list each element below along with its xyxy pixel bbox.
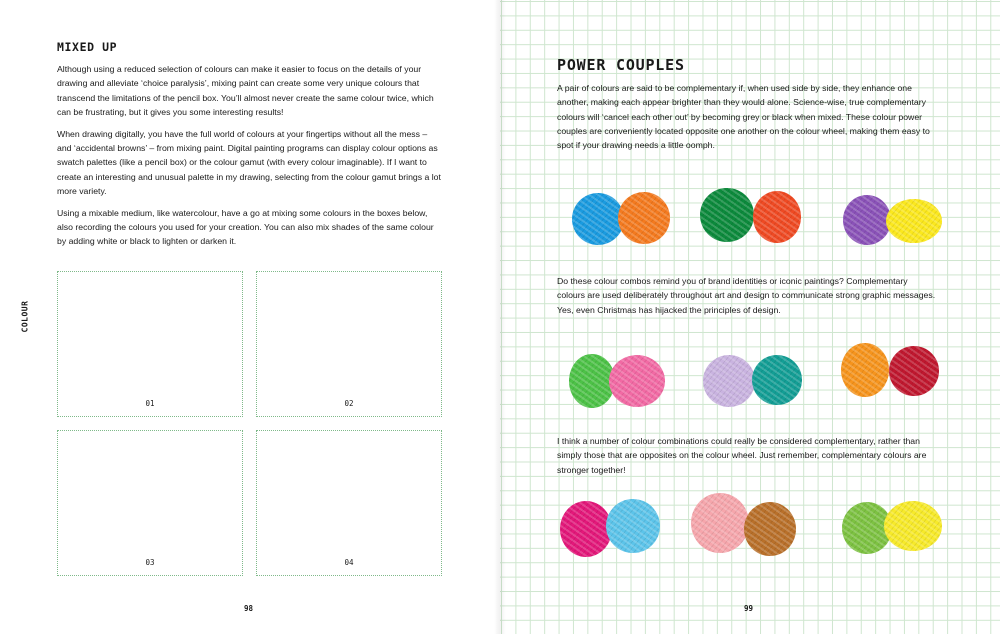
mixing-box-02 [256,271,442,417]
crayon-swatch-purple [843,195,891,245]
box-number: 02 [344,399,354,408]
crayon-swatch-yellow [886,199,942,243]
crayon-swatch-sky-blue [606,499,660,553]
box-number: 03 [145,558,155,567]
left-paragraph-1: Although using a reduced selection of colours can make it easier to focus on the details of your drawing and alleviate ‘choice paralysis’, mixing paint can create some very unique colours that transcend the limitations of the pencil box. You’ll almost never create the same colour twice, which can be frustrating, but it gives you some interesting results! [57,64,434,117]
box-number: 04 [344,558,354,567]
left-paragraph-2: When drawing digitally, you have the full world of colours at your fingertips without all the mess – and ‘accidental browns’ – from mixing paint. Digital painting programs can display colour options as swatch palettes (like a pencil box) or the colour gamut (with every colour imaginable). If I want to create an interesting and unusual palette in my drawing, selecting from the colour gamut brings a lot more variety. [57,128,441,196]
crayon-swatch-crimson [889,346,939,396]
crayon-swatch-lilac [703,355,755,407]
box-number: 01 [145,399,155,408]
right-paragraph-1: A pair of colours are said to be complementary if, when used side by side, they enhance one another, making each appear brighter than they would alone. Science-wise, true complementary colours will ‘cancel each other out’ by becoming grey or black when mixed. These colour power couples are conveniently located opposite one another on the colour wheel, making them easy to spot if your drawing needs a little oomph. [557,83,930,151]
crayon-swatch-brown [744,502,796,556]
left-body-text [57,62,442,256]
crayon-swatch-orange [841,343,889,397]
crayon-swatch-blue [572,193,624,245]
crayon-swatch-red [753,191,801,243]
section-title-power-couples: POWER COUPLES [557,56,685,74]
mixing-box-01 [57,271,243,417]
mixing-box-03 [57,430,243,576]
page-number-left: 98 [244,604,254,613]
side-tab-label: COLOUR [20,300,30,333]
right-paragraph-2: Do these colour combos remind you of brand identities or iconic paintings? Complementary colours are used deliberately throughout art and design to communicate strong graphic messages. Yes, even Christmas has hijacked the principles of design. [557,276,936,315]
crayon-swatch-orange [618,192,670,244]
crayon-swatch-pink [609,355,665,407]
right-paragraph-3: I think a number of colour combinations could really be considered complementary, rather than simply those that are opposites on the colour wheel. Just remember, complementary colours are stronger together! [557,436,927,475]
crayon-swatch-light-pink [691,493,749,553]
crayon-swatch-magenta [560,501,612,557]
book-gutter [494,0,506,634]
crayon-swatch-teal [752,355,802,405]
section-title-mixed-up: MIXED UP [57,40,118,54]
left-paragraph-3: Using a mixable medium, like watercolour, have a go at mixing some colours in the boxes below, also recording the colours you used for your creation. You can also mix shades of the same colour by adding white or black to lighten or darken it. [57,207,434,247]
crayon-swatch-green [700,188,754,242]
side-tab [19,300,39,340]
mixing-box-04 [256,430,442,576]
crayon-swatch-yellow [884,501,942,551]
page-number-right: 99 [744,604,754,613]
